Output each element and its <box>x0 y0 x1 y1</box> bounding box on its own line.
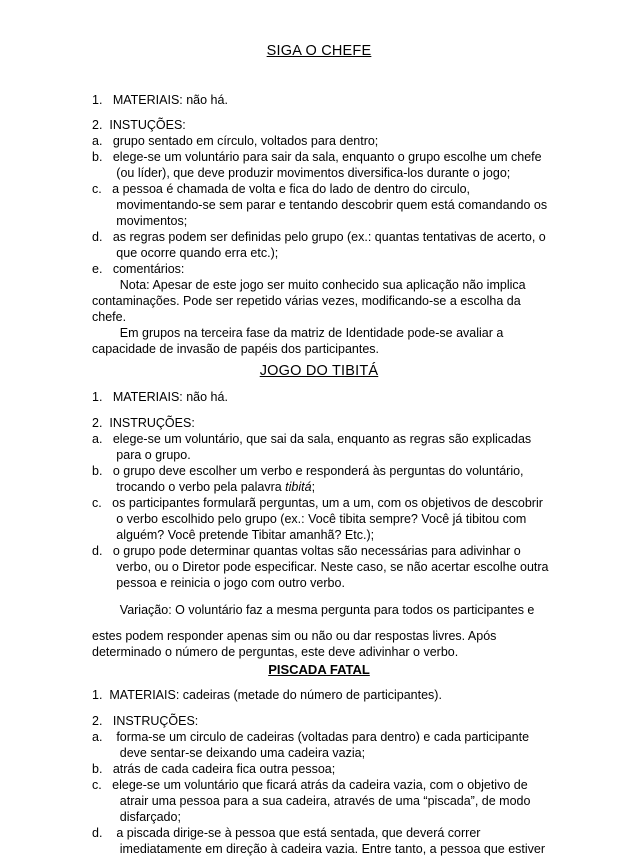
list-item: a. grupo sentado em círculo, voltados para dentro; <box>92 134 379 148</box>
materiais-line: 1. MATERIAIS: não há. <box>92 93 228 107</box>
list-item: (ou líder), que deve produzir movimentos diversifica-los durante o jogo; <box>92 166 511 180</box>
note-line: chefe. <box>92 310 127 324</box>
list-item: movimentos; <box>92 214 188 228</box>
list-item: disfarçado; <box>92 810 181 824</box>
section-title-siga-o-chefe: SIGA O CHEFE <box>266 43 372 59</box>
list-item: c. a pessoa é chamada de volta e fica do lado de dentro do circulo, <box>92 182 471 196</box>
italic-word: tibitá <box>285 480 312 494</box>
note-line: determinado o número de perguntas, este deve adivinhar o verbo. <box>92 645 459 659</box>
section-title-jogo-do-tibita: JOGO DO TIBITÁ <box>259 363 379 379</box>
list-item <box>92 479 315 495</box>
list-item: d. a piscada dirige-se à pessoa que está sentada, que deverá correr <box>92 826 481 840</box>
list-item: imediatamente em direção à cadeira vazia. Entre tanto, a pessoa que estiver <box>92 842 546 856</box>
note-line: contaminações. Pode ser repetido várias vezes, modificando-se a escolha da <box>92 294 521 308</box>
list-item: para o grupo. <box>92 448 191 462</box>
instrucoes-header: 2. INSTRUÇÕES: <box>92 714 199 728</box>
list-item: b. elege-se um voluntário para sair da sala, enquanto o grupo escolhe um chefe <box>92 150 542 164</box>
list-item: b. o grupo deve escolher um verbo e responderá às perguntas do voluntário, <box>92 464 524 478</box>
note-line: Nota: Apesar de este jogo ser muito conhecido sua aplicação não implica <box>92 278 526 292</box>
note-line: Em grupos na terceira fase da matriz de Identidade pode-se avaliar a <box>92 326 504 340</box>
list-item: atrair uma pessoa para a sua cadeira, através de uma “piscada”, de modo <box>92 794 531 808</box>
note-line: capacidade de invasão de papéis dos participantes. <box>92 342 380 356</box>
note-line: estes podem responder apenas sim ou não ou dar respostas livres. Após <box>92 629 497 643</box>
list-item: e. comentários: <box>92 262 185 276</box>
list-item: deve sentar-se deixando uma cadeira vazia; <box>92 746 366 760</box>
section-title-piscada-fatal: PISCADA FATAL <box>268 662 370 677</box>
list-item: b. atrás de cada cadeira fica outra pessoa; <box>92 762 336 776</box>
list-item: c. elege-se um voluntário que ficará atrás da cadeira vazia, com o objetivo de <box>92 778 528 792</box>
instrucoes-header: 2. INSTRUÇÕES: <box>92 416 195 430</box>
list-item-text: trocando o verbo pela palavra <box>92 480 286 494</box>
list-item: o verbo escolhido pelo grupo (ex.: Você tibita sempre? Você já tibitou com <box>92 512 527 526</box>
note-line: Variação: O voluntário faz a mesma pergunta para todos os participantes e <box>92 603 535 617</box>
list-item: verbo, ou o Diretor pode especificar. Neste caso, se não acertar escolhe outra <box>92 560 549 574</box>
list-item: movimentando-se sem parar e tentando descobrir quem está comandando os <box>92 198 548 212</box>
materiais-line: 1. MATERIAIS: não há. <box>92 390 228 404</box>
list-item: alguém? Você pretende Tibitar amanhã? Etc.); <box>92 528 375 542</box>
list-item: pessoa e reinicia o jogo com outro verbo. <box>92 576 345 590</box>
list-item: c. os participantes formularã perguntas, um a um, com os objetivos de descobrir <box>92 496 543 510</box>
list-item: a. forma-se um circulo de cadeiras (voltadas para dentro) e cada participante <box>92 730 530 744</box>
list-item: a. elege-se um voluntário, que sai da sala, enquanto as regras são explicadas <box>92 432 532 446</box>
list-item: d. o grupo pode determinar quantas voltas são necessárias para adivinhar o <box>92 544 521 558</box>
list-item: que ocorre quando erra etc.); <box>92 246 279 260</box>
instrucoes-header: 2. INSTUÇÕES: <box>92 118 186 132</box>
materiais-line: 1. MATERIAIS: cadeiras (metade do número de participantes). <box>92 688 442 702</box>
list-item: d. as regras podem ser definidas pelo grupo (ex.: quantas tentativas de acerto, o <box>92 230 546 244</box>
italic-suffix: ; <box>311 480 316 494</box>
